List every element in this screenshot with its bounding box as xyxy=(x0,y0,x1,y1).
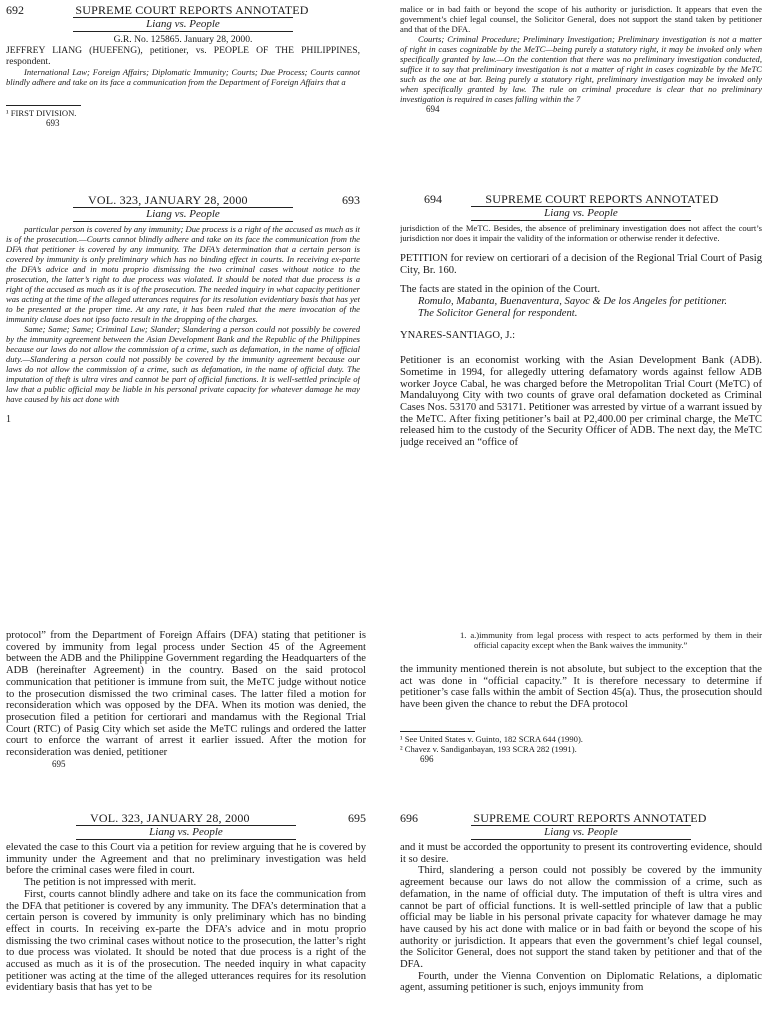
opinion-body-3: Fourth, under the Vienna Convention on Diplomatic Relations, a diplomatic agent, assuming petitioner is such, enjoys immunity from xyxy=(400,970,762,994)
opinion-body-3: First, courts cannot blindly adhere and take on its face the communication from the DFA that petitioner is covered by any immunity. The DFA’s determination that a certain person is covered by immunity is only preliminary which has no binding effect in courts. In receiving ex-parte the DFA’s advice and in motu proprio dismissing the two criminal cases without notice to the prosecution, the latter’s right to due process was violated. It should be noted that due process is a right of the accused as much as it is of the prosecution. The needed inquiry in what capacity petitioner was acting at the time of the alleged utterances requires for its resolution evidentiary basis that has yet to be xyxy=(6,888,366,994)
page-695 xyxy=(6,812,366,1024)
reporter-title: SUPREME COURT REPORTS ANNOTATED xyxy=(485,193,719,206)
page-marker: 694 xyxy=(426,104,440,114)
case-subtitle: Liang vs. People xyxy=(471,206,691,221)
syllabus-para-2: Courts; Criminal Procedure; Preliminary Investigation; Preliminary investigation is not a matter of right in cases cognizable by the MeTC—being purely a statutory right, it may be invoked only when specifically granted by law.—On the contention that there was no preliminary investigation conducted, suffice it to say that preliminary investigation is not a matter of right in cases cognizable by the MeTC such as the one at bar. Being purely a statutory right, preliminary investigation may be invoked only when specifically granted by law. The rule on criminal procedure is clear that no preliminary investigation is required in cases falling within the 7 xyxy=(400,34,762,104)
page-number: 695 xyxy=(348,812,366,825)
petition-line: PETITION for review on certiorari of a decision of the Regional Trial Court of Pasig City, Br. 160. xyxy=(400,253,762,276)
syllabus-para-2: Same; Same; Same; Criminal Law; Slander; Slandering a person could not possibly be covered by the immunity agreement between the Asian Development Bank and the Republic of the Philippines because our laws do not allow the commission of a crime, such as defamation, in the name of official duty.—Slandering a person could not possibly be covered by the immunity agreement because our laws do not allow the commission of a crime, such as defamation, in the name of official duty. The imputation of theft is ultra vires and cannot be part of official functions. It is well-settled principle of law that a public official may be liable in his personal private capacity for whatever damage he may have caused by his act done with xyxy=(6,324,360,404)
page-694-continued xyxy=(6,630,366,806)
page-number: 693 xyxy=(342,194,360,207)
case-subtitle: Liang vs. People xyxy=(73,17,293,32)
reporter-title: SUPREME COURT REPORTS ANNOTATED xyxy=(75,4,309,17)
page-number: 696 xyxy=(400,812,418,825)
ponente: YNARES-SANTIAGO, J.: xyxy=(400,329,516,341)
opinion-body: Petitioner is an economist working with the Asian Development Bank (ADB). Sometime in 1994, for allegedly uttering defamatory words against fellow ADB worker Joyce Cabal, he was charged before the Metropolitan Trial Court (MeTC) of Mandaluyong City with two counts of grave oral defamation docketed as Criminal Cases Nos. 53170 and 53171. Petitioner was arrested by virtue of a warrant issued by the MeTC. After fixing petitioner’s bail at P2,400.00 per criminal charge, the MeTC released him to the custody of the Security Officer of ADB. The next day, the MeTC judge received an “office of xyxy=(400,355,762,449)
page-marker: 693 xyxy=(46,118,60,129)
case-subtitle: Liang vs. People xyxy=(76,825,296,840)
quoted-provision: 1. a.)immunity from legal process with respect to acts performed by them in their official capacity except when the Bank waives the immunity.” xyxy=(460,630,762,650)
page-footnote-number: 1 xyxy=(6,414,11,425)
footnote-2: ² Chavez v. Sandiganbayan, 193 SCRA 282 (1991). xyxy=(400,743,577,754)
counsel-petitioner: Romulo, Mabanta, Buenaventura, Sayoc & De los Angeles for petitioner. xyxy=(418,296,728,308)
page-696 xyxy=(400,812,762,1024)
page-694 xyxy=(400,193,762,525)
opinion-body-2: The petition is not impressed with merit. xyxy=(24,877,197,889)
footnote-rule xyxy=(400,731,475,732)
case-parties: JEFFREY LIANG (HUEFENG), petitioner, vs. PEOPLE OF THE PHILIPPINES, respondent. xyxy=(6,45,360,68)
syllabus-para: malice or in bad faith or beyond the scope of his authority or jurisdiction. It appears that even the government’s chief legal counsel, the Solicitor General, does not support the stand taken by petitioner and that of the DFA. xyxy=(400,4,762,34)
page-692 xyxy=(6,4,360,162)
syllabus-para: particular person is covered by any immunity; Due process is a right of the accused as much as it is of the prosecution.—Courts cannot blindly adhere and take on its face the communication from the DFA that petitioner is covered by any immunity. The DFA’s determination that a certain person is covered by immunity is only preliminary which has no binding effect in courts. In receiving ex-parte the DFA’s advice and in motu proprio dismissing the two criminal cases without notice to the prosecution, the latter’s right to due process was violated. It should be noted that due process is a right of the accused as much as it is of the prosecution. The needed inquiry in what capacity petitioner was acting at the time of the alleged utterances requires for its resolution evidentiary basis that has yet to be presented at the proper time. At any rate, it has been ruled that the mere invocation of the immunity clause does not ipso facto result in the dropping of the charges. xyxy=(6,224,360,324)
reporter-title: VOL. 323, JANUARY 28, 2000 xyxy=(90,812,250,825)
page-number: 694 xyxy=(424,193,442,206)
footnote-rule xyxy=(6,105,81,106)
page-marker: 695 xyxy=(52,758,66,769)
case-subtitle: Liang vs. People xyxy=(471,825,691,840)
running-header xyxy=(400,812,762,825)
opinion-body: elevated the case to this Court via a petition for review arguing that he is covered by immunity under the Agreement and that no preliminary investigation was held before the criminal cases were filed in court. xyxy=(6,842,366,877)
page-marker: 696 xyxy=(420,753,434,764)
facts-line: The facts are stated in the opinion of the Court. xyxy=(400,284,601,296)
reporter-title: SUPREME COURT REPORTS ANNOTATED xyxy=(473,812,707,825)
page-694-right xyxy=(400,630,762,810)
footnote: ¹ FIRST DIVISION. xyxy=(6,108,77,119)
page-693 xyxy=(6,194,360,544)
opinion-body: protocol” from the Department of Foreign Affairs (DFA) stating that petitioner is covered by immunity from legal process under Section 45 of the Agreement between the ADB and the Philippine Government regarding the Headquarters of the ADB (hereinafter Agreement) in the country. Based on the said protocol communication that petitioner is immune from suit, the MeTC judge without notice to the prosecution dismissed the two criminal cases. The latter filed a motion for reconsideration which was opposed by the DFA. When its motion was denied, the prosecution filed a petition for certiorari and mandamus with the Regional Trial Court (RTC) of Pasig City which set aside the MeTC rulings and ordered the latter court to enforce the warrant of arrest it earlier issued. After the motion for reconsideration was denied, petitioner xyxy=(6,630,366,759)
footnote-1: ¹ See United States v. Guinto, 182 SCRA 644 (1990). xyxy=(400,733,583,744)
opinion-body-2: Third, slandering a person could not possibly be covered by the immunity agreement because our laws do not allow the commission of a crime, such as defamation, in the name of official duty. The imputation of theft is ultra vires and cannot be part of official functions. It is well-settled principle of law that a public official may be liable in his personal private capacity for whatever damage he may have caused by his act done with malice or in bad faith or beyond the scope of his authority or jurisdiction. It appears that even the government’s chief legal counsel, the Solicitor General, does not support the stand taken by petitioner and that of the DFA. xyxy=(400,865,762,971)
running-header xyxy=(6,812,366,825)
reporter-title: VOL. 323, JANUARY 28, 2000 xyxy=(88,194,248,207)
syllabus-head: International Law; Foreign Affairs; Diplomatic Immunity; Courts; Due Process; Courts cannot blindly adhere and take on its face a communication from the Department of Foreign Affairs that a xyxy=(6,67,360,88)
gr-number: G.R. No. 125865. January 28, 2000. xyxy=(113,34,253,45)
case-subtitle: Liang vs. People xyxy=(73,207,293,222)
page-number: 692 xyxy=(6,4,24,17)
opinion-body: and it must be accorded the opportunity to present its controverting evidence, should it so desire. xyxy=(400,842,762,865)
running-header xyxy=(6,4,360,17)
running-header xyxy=(6,194,360,207)
running-header xyxy=(400,193,762,206)
opinion-body: the immunity mentioned therein is not absolute, but subject to the exception that the act was done in “official capacity.” It is therefore necessary to determine if petitioner’s case falls within the ambit of Section 45(a). Thus, the prosecution should have been given the chance to rebut the DFA protocol xyxy=(400,664,762,711)
syllabus-para: jurisdiction of the MeTC. Besides, the absence of preliminary investigation does not affect the court’s jurisdiction nor does it impair the validity of the information or otherwise render it defective. xyxy=(400,223,762,243)
page-692-right xyxy=(400,4,762,194)
counsel-respondent: The Solicitor General for respondent. xyxy=(418,307,578,319)
